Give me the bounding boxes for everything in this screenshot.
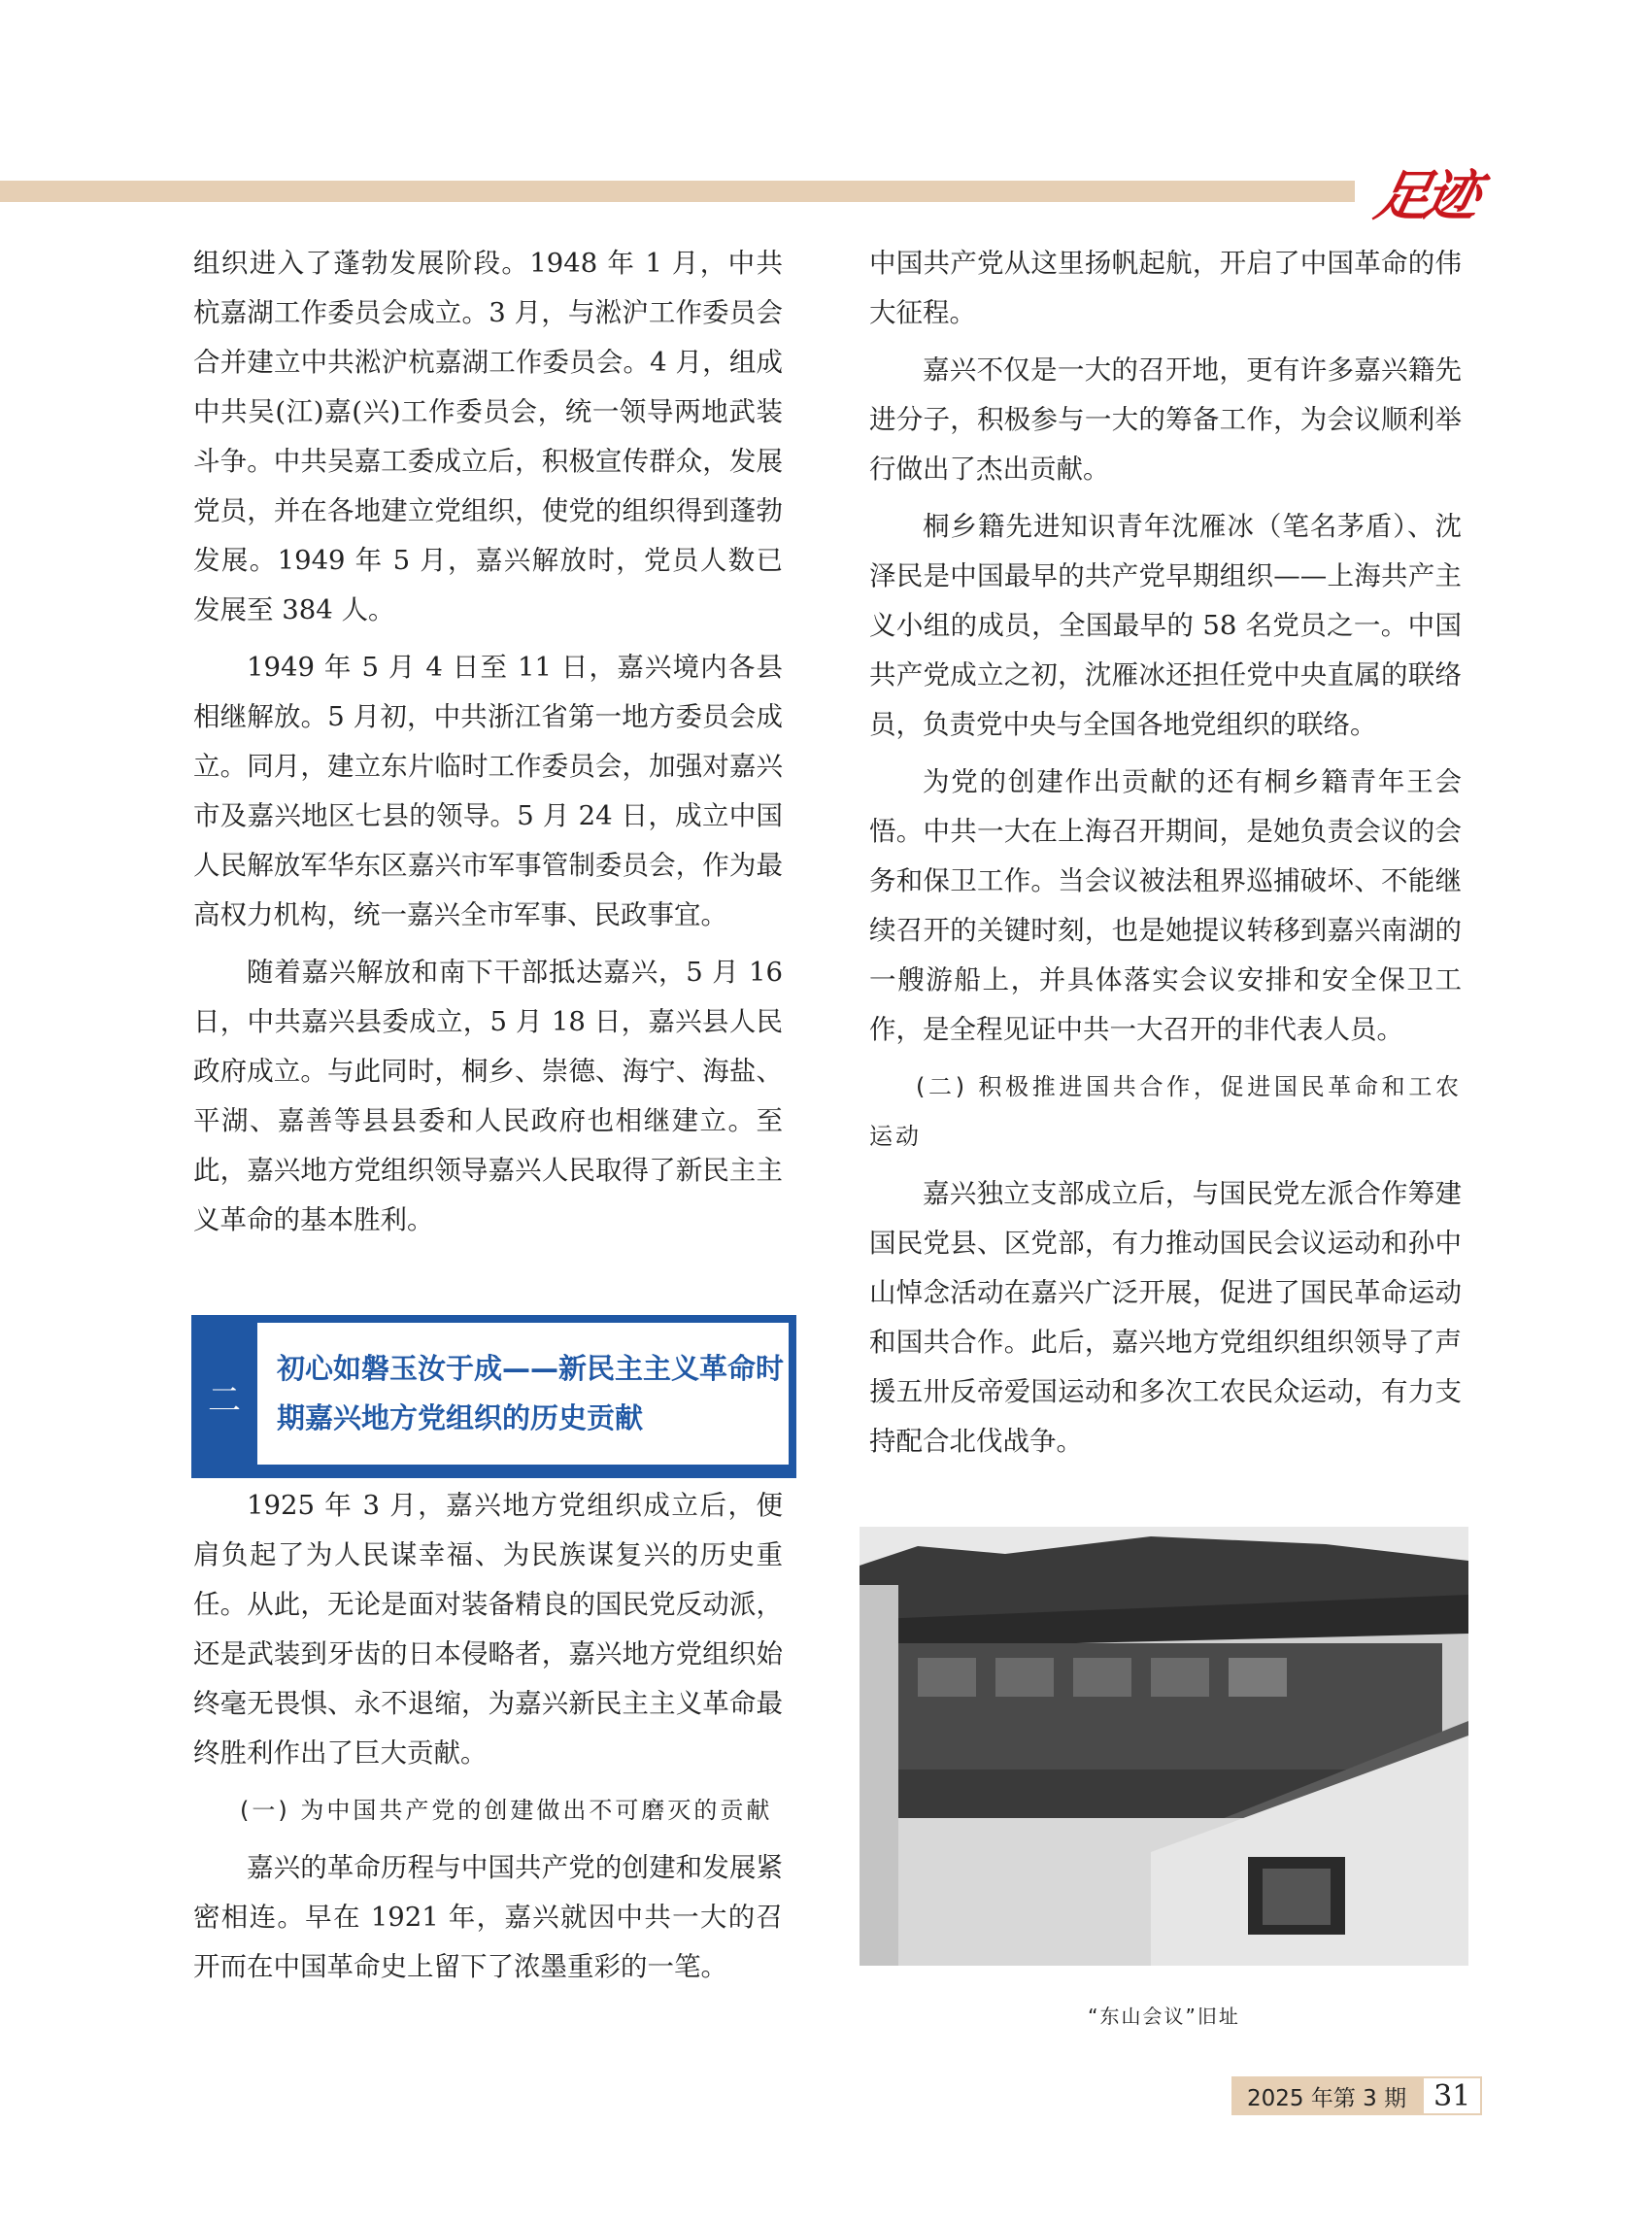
paragraph: 1925 年 3 月，嘉兴地方党组织成立后，便肩负起了为人民谋幸福、为民族谋复兴的历史重任。从此，无论是面对装备精良的国民党反动派，还是武装到牙齿的日本侵略者，嘉兴地方党组织始终毫无畏惧、永不退缩，为嘉兴新民主主义革命最终胜利作出了巨大贡献。 bbox=[193, 1490, 783, 1769]
column-left-bottom bbox=[193, 1481, 783, 2000]
magazine-logo: 足迹 bbox=[1369, 164, 1481, 228]
subheading: (二) 积极推进国共合作，促进国民革命和工农运动 bbox=[869, 1073, 1462, 1150]
paragraph: 中国共产党从这里扬帆起航，开启了中国革命的伟大征程。 bbox=[869, 248, 1462, 328]
section-heading-box bbox=[191, 1315, 796, 1478]
column-right bbox=[869, 239, 1462, 1474]
issue-label: 2025 年第 3 期 bbox=[1231, 2076, 1422, 2115]
paragraph: 组织进入了蓬勃发展阶段。1948 年 1 月，中共杭嘉湖工作委员会成立。3 月，与淞沪工作委员会合并建立中共淞沪杭嘉湖工作委员会。4 月，组成中共吴(江)嘉(兴)工作委员会，统一领导两地武装斗争。中共吴嘉工委成立后，积极宣传群众，发展党员，并在各地建立党组织，使党的组织得到蓬勃发展。1949 年 5 月，嘉兴解放时，党员人数已发展至 384 人。 bbox=[193, 248, 783, 625]
paragraph: 嘉兴的革命历程与中国共产党的创建和发展紧密相连。早在 1921 年，嘉兴就因中共一大的召开而在中国革命史上留下了浓墨重彩的一笔。 bbox=[193, 1852, 783, 1982]
paragraph: 随着嘉兴解放和南下干部抵达嘉兴，5 月 16 日，中共嘉兴县委成立，5 月 18 日，嘉兴县人民政府成立。与此同时，桐乡、崇德、海宁、海盐、平湖、嘉善等县县委和人民政府也相继建立。至此，嘉兴地方党组织领导嘉兴人民取得了新民主主义革命的基本胜利。 bbox=[193, 957, 783, 1235]
column-left-top bbox=[193, 239, 783, 1253]
paragraph: 1949 年 5 月 4 日至 11 日，嘉兴境内各县相继解放。5 月初，中共浙江省第一地方委员会成立。同月，建立东片临时工作委员会，加强对嘉兴市及嘉兴地区七县的领导。5 月 24 日，成立中国人民解放军华东区嘉兴市军事管制委员会，作为最高权力机构，统一嘉兴全市军事、民政事宜。 bbox=[193, 652, 783, 930]
paragraph: 嘉兴不仅是一大的召开地，更有许多嘉兴籍先进分子，积极参与一大的筹备工作，为会议顺利举行做出了杰出贡献。 bbox=[869, 354, 1462, 485]
page-number: 31 bbox=[1422, 2076, 1482, 2115]
paragraph: 嘉兴独立支部成立后，与国民党左派合作筹建国民党县、区党部，有力推动国民会议运动和孙中山悼念活动在嘉兴广泛开展，促进了国民革命运动和国共合作。此后，嘉兴地方党组织组织领导了声援五卅反帝爱国运动和多次工农民众运动，有力支持配合北伐战争。 bbox=[869, 1178, 1462, 1457]
section-title: 初心如磐玉汝于成——新民主主义革命时期嘉兴地方党组织的历史贡献 bbox=[277, 1352, 785, 1434]
subheading: (一) 为中国共产党的创建做出不可磨灭的贡献 bbox=[240, 1797, 773, 1824]
historic-building-photo bbox=[860, 1527, 1468, 1966]
paragraph: 桐乡籍先进知识青年沈雁冰（笔名茅盾）、沈泽民是中国最早的共产党早期组织——上海共产主义小组的成员，全国最早的 58 名党员之一。中国共产党成立之初，沈雁冰还担任党中央直属的联络员，负责党中央与全国各地党组织的联络。 bbox=[869, 511, 1462, 740]
photo-caption: “东山会议”旧址 bbox=[1088, 2005, 1240, 2028]
section-number: 二 bbox=[208, 1380, 241, 1420]
section-title-panel bbox=[257, 1323, 789, 1465]
footer-issue bbox=[1231, 2076, 1482, 2115]
header-bar bbox=[0, 181, 1355, 202]
paragraph: 为党的创建作出贡献的还有桐乡籍青年王会悟。中共一大在上海召开期间，是她负责会议的会务和保卫工作。当会议被法租界巡捕破坏、不能继续召开的关键时刻，也是她提议转移到嘉兴南湖的一艘游船上，并具体落实会议安排和安全保卫工作，是全程见证中共一大召开的非代表人员。 bbox=[869, 766, 1462, 1045]
